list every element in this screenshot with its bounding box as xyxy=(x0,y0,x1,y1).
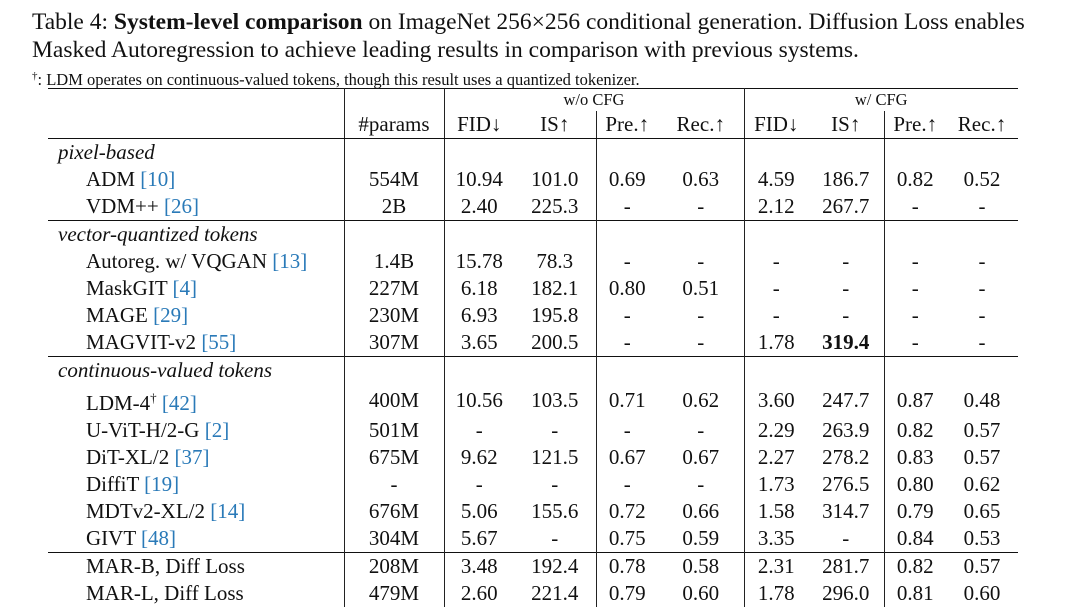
dagger-mark: † xyxy=(150,390,157,405)
table-cell: - xyxy=(978,276,986,300)
table-cell: 3.60 xyxy=(757,388,795,412)
table-cell: 304M xyxy=(344,525,444,553)
table-cell: 10.94 xyxy=(455,167,503,191)
table-cell: - xyxy=(658,471,744,498)
method-name xyxy=(48,471,344,498)
table-cell: 0.83 xyxy=(896,445,934,469)
method-label: MAR-B, Diff Loss xyxy=(86,554,245,578)
table-cell: 0.59 xyxy=(658,525,744,553)
table-cell: 0.57 xyxy=(963,445,1001,469)
table-cell: 281.7 xyxy=(808,553,884,581)
group-label-cfg: w/ CFG xyxy=(744,89,1018,112)
table-cell: - xyxy=(978,249,986,273)
header-fid-cfg: FID↓ xyxy=(744,111,808,139)
table-cell: 400M xyxy=(344,384,444,417)
table-cell: - xyxy=(623,194,631,218)
table-cell: - xyxy=(658,329,744,357)
table-cell: - xyxy=(911,276,919,300)
table-row xyxy=(48,417,1018,444)
citation-link[interactable]: [14] xyxy=(210,499,246,523)
group-header-row xyxy=(48,89,1018,112)
header-rec-cfg: Rec.↑ xyxy=(946,111,1018,139)
method-name xyxy=(48,417,344,444)
header-is: IS↑ xyxy=(514,111,596,139)
table-cell: 0.82 xyxy=(896,418,934,442)
method-name xyxy=(48,302,344,329)
method-name xyxy=(48,444,344,471)
group-label-no-cfg: w/o CFG xyxy=(444,89,744,112)
method-label: GIVT xyxy=(86,526,142,550)
table-cell: 10.56 xyxy=(455,388,503,412)
section-header-row xyxy=(48,357,1018,385)
table-cell: 195.8 xyxy=(514,302,596,329)
table-cell: - xyxy=(808,525,884,553)
table-row xyxy=(48,444,1018,471)
table-cell: 3.65 xyxy=(460,330,498,354)
table-cell: 675M xyxy=(344,444,444,471)
header-pre-cfg: Pre.↑ xyxy=(884,111,946,139)
table-cell: 2.31 xyxy=(744,553,808,581)
footnote xyxy=(32,66,640,90)
table-cell: 247.7 xyxy=(808,384,884,417)
table-cell: - xyxy=(658,302,744,329)
method-name xyxy=(48,248,344,275)
table-cell: - xyxy=(978,194,986,218)
table-cell: 0.67 xyxy=(658,444,744,471)
table-cell: - xyxy=(623,330,631,354)
section-title: vector-quantized tokens xyxy=(48,221,344,249)
table-cell: 0.57 xyxy=(946,553,1018,581)
table-cell: - xyxy=(978,330,986,354)
table-cell: - xyxy=(475,472,483,496)
method-label: MAGVIT-v2 xyxy=(86,330,202,354)
table-cell: 0.65 xyxy=(963,499,1001,523)
table-cell: 6.93 xyxy=(460,303,498,327)
method-name xyxy=(48,525,344,553)
table-cell: 0.63 xyxy=(658,166,744,193)
table-cell: 1.78 xyxy=(757,581,795,605)
table-cell: 15.78 xyxy=(455,249,503,273)
table-cell: 192.4 xyxy=(514,553,596,581)
table-cell: 2.27 xyxy=(757,445,795,469)
method-label: MAR-L, Diff Loss xyxy=(86,581,244,605)
table-cell: 0.79 xyxy=(896,499,934,523)
table-cell: - xyxy=(514,471,596,498)
table-cell: 676M xyxy=(344,498,444,525)
table-cell: 0.62 xyxy=(658,384,744,417)
table-cell: 0.60 xyxy=(658,580,744,607)
table-cell: 0.58 xyxy=(658,553,744,581)
table-cell: 2.29 xyxy=(757,418,795,442)
table-cell: 479M xyxy=(344,580,444,607)
table-cell: - xyxy=(623,249,631,273)
table-cell: 3.35 xyxy=(757,526,795,550)
table-cell: 0.82 xyxy=(884,553,946,581)
citation-link[interactable]: [4] xyxy=(172,276,198,300)
table-cell: 4.59 xyxy=(757,167,795,191)
table-cell: 0.48 xyxy=(963,388,1001,412)
table-cell: 0.78 xyxy=(596,553,658,581)
table-cell: 0.80 xyxy=(608,276,646,300)
table-cell: 5.06 xyxy=(460,499,498,523)
table-row xyxy=(48,553,1018,581)
table-cell: 0.75 xyxy=(608,526,646,550)
table-cell: 296.0 xyxy=(808,580,884,607)
table-cell: 0.51 xyxy=(658,275,744,302)
table-cell: 0.53 xyxy=(963,526,1001,550)
table-row xyxy=(48,248,1018,275)
table-cell: - xyxy=(623,472,631,496)
citation-link[interactable]: [37] xyxy=(174,445,210,469)
table-cell: 0.67 xyxy=(608,445,646,469)
caption-bold: System-level comparison xyxy=(113,9,363,35)
table-cell: - xyxy=(344,471,444,498)
method-label: MAGE xyxy=(86,303,154,327)
table-cell: 0.69 xyxy=(608,167,646,191)
table-cell: 155.6 xyxy=(514,498,596,525)
table-row xyxy=(48,275,1018,302)
footnote-text: : LDM operates on continuous-valued tokens, though this result uses a quantized tokenizer. xyxy=(37,70,640,89)
table-cell: 263.9 xyxy=(808,417,884,444)
table-cell: 0.62 xyxy=(963,472,1001,496)
citation-link[interactable]: [13] xyxy=(272,249,308,273)
table-cell: 221.4 xyxy=(514,580,596,607)
table-row xyxy=(48,498,1018,525)
table-cell: 1.4B xyxy=(344,248,444,275)
table-cell: 501M xyxy=(344,417,444,444)
table-cell: 0.66 xyxy=(658,498,744,525)
table-cell: 0.84 xyxy=(896,526,934,550)
table-cell: 208M xyxy=(344,553,444,581)
table-cell: 2.40 xyxy=(460,194,498,218)
section-title: pixel-based xyxy=(48,139,344,167)
method-label: MDTv2-XL/2 xyxy=(86,499,211,523)
table-cell: 554M xyxy=(344,166,444,193)
table-cell: 2B xyxy=(344,193,444,221)
table-cell: - xyxy=(911,303,919,327)
method-name xyxy=(48,553,344,581)
citation-link[interactable]: [2] xyxy=(204,418,230,442)
table-cell: 186.7 xyxy=(808,166,884,193)
table-cell: - xyxy=(475,418,483,442)
table-cell: 0.52 xyxy=(963,167,1001,191)
table-cell: - xyxy=(772,249,780,273)
table-cell: 276.5 xyxy=(808,471,884,498)
table-cell: 2.60 xyxy=(460,581,498,605)
table-cell: 314.7 xyxy=(808,498,884,525)
table-cell: 182.1 xyxy=(514,275,596,302)
table-cell: - xyxy=(514,525,596,553)
table-cell: - xyxy=(658,248,744,275)
table-cell: 225.3 xyxy=(514,193,596,221)
comparison-table xyxy=(48,88,1018,607)
table-cell: 0.57 xyxy=(963,418,1001,442)
citation-link[interactable]: [42] xyxy=(156,391,197,415)
table-cell: 0.87 xyxy=(896,388,934,412)
citation-link[interactable]: [10] xyxy=(140,167,176,191)
table-cell: - xyxy=(623,418,631,442)
method-name xyxy=(48,329,344,357)
section-header-row xyxy=(48,221,1018,249)
table-row xyxy=(48,193,1018,221)
table-cell: - xyxy=(808,275,884,302)
table-cell: 200.5 xyxy=(514,329,596,357)
table-cell: 0.82 xyxy=(896,167,934,191)
table-cell: - xyxy=(808,248,884,275)
table-row xyxy=(48,329,1018,357)
table-cell: - xyxy=(623,303,631,327)
method-label: LDM-4 xyxy=(86,391,151,415)
citation-link[interactable]: [19] xyxy=(144,472,180,496)
table-row xyxy=(48,166,1018,193)
citation-link[interactable]: [26] xyxy=(163,194,199,218)
table-row xyxy=(48,302,1018,329)
table-cell: 1.73 xyxy=(757,472,795,496)
table-cell: 2.12 xyxy=(757,194,795,218)
table-cell: 0.80 xyxy=(896,472,934,496)
table-cell: 5.67 xyxy=(460,526,498,550)
table-cell: 103.5 xyxy=(514,384,596,417)
table-cell: - xyxy=(658,193,744,221)
header-rec: Rec.↑ xyxy=(658,111,744,139)
table-cell: - xyxy=(808,302,884,329)
table-cell: 0.60 xyxy=(963,581,1001,605)
table-cell: - xyxy=(772,276,780,300)
method-name xyxy=(48,166,344,193)
table-cell: 0.72 xyxy=(608,499,646,523)
table-row xyxy=(48,384,1018,417)
table-cell: 0.71 xyxy=(608,388,646,412)
table-cell: 319.4 xyxy=(808,329,884,357)
table-cell: - xyxy=(514,417,596,444)
table-cell: - xyxy=(911,330,919,354)
method-name xyxy=(48,580,344,607)
citation-link[interactable]: [48] xyxy=(141,526,177,550)
section-header-row xyxy=(48,139,1018,167)
citation-link[interactable]: [55] xyxy=(201,330,237,354)
table-cell: 9.62 xyxy=(460,445,498,469)
table-cell: 6.18 xyxy=(460,276,498,300)
table-cell: - xyxy=(658,417,744,444)
column-header-row xyxy=(48,111,1018,139)
table-cell: 278.2 xyxy=(808,444,884,471)
method-label: Autoreg. w/ VQGAN xyxy=(86,249,273,273)
header-is-cfg: IS↑ xyxy=(808,111,884,139)
method-name xyxy=(48,498,344,525)
section-title: continuous-valued tokens xyxy=(48,357,344,385)
header-params: #params xyxy=(344,111,444,139)
table-row xyxy=(48,580,1018,607)
method-label: U-ViT-H/2-G xyxy=(86,418,205,442)
table-cell: 3.48 xyxy=(444,553,514,581)
table-cell: 1.78 xyxy=(757,330,795,354)
table-row xyxy=(48,525,1018,553)
method-label: DiffiT xyxy=(86,472,145,496)
table-cell: 101.0 xyxy=(514,166,596,193)
table-row xyxy=(48,471,1018,498)
method-label: DiT-XL/2 xyxy=(86,445,175,469)
table-cell: 121.5 xyxy=(514,444,596,471)
header-pre: Pre.↑ xyxy=(596,111,658,139)
method-label: MaskGIT xyxy=(86,276,173,300)
table-cell: - xyxy=(911,249,919,273)
table-cell: 230M xyxy=(344,302,444,329)
method-name xyxy=(48,275,344,302)
method-label: VDM++ xyxy=(86,194,164,218)
footnote-mark: † xyxy=(32,70,38,82)
table-cell: 0.79 xyxy=(608,581,646,605)
caption-label: Table 4: xyxy=(32,9,114,35)
table-caption xyxy=(32,8,1062,64)
table-cell: - xyxy=(772,303,780,327)
citation-link[interactable]: [29] xyxy=(153,303,189,327)
table-cell: 267.7 xyxy=(808,193,884,221)
caption-text: on ImageNet 256×256 conditional generation. Diffusion Loss enables Masked Autoregression to achieve leading results in comparison with previous systems. xyxy=(32,9,1025,63)
header-fid: FID↓ xyxy=(444,111,514,139)
method-label: ADM xyxy=(86,167,141,191)
table-cell: 0.81 xyxy=(896,581,934,605)
method-name xyxy=(48,384,344,417)
table-cell: 227M xyxy=(344,275,444,302)
table-cell: - xyxy=(911,194,919,218)
table-cell: 78.3 xyxy=(514,248,596,275)
table-cell: 307M xyxy=(344,329,444,357)
table-cell: 1.58 xyxy=(757,499,795,523)
method-name xyxy=(48,193,344,221)
table-cell: - xyxy=(978,303,986,327)
